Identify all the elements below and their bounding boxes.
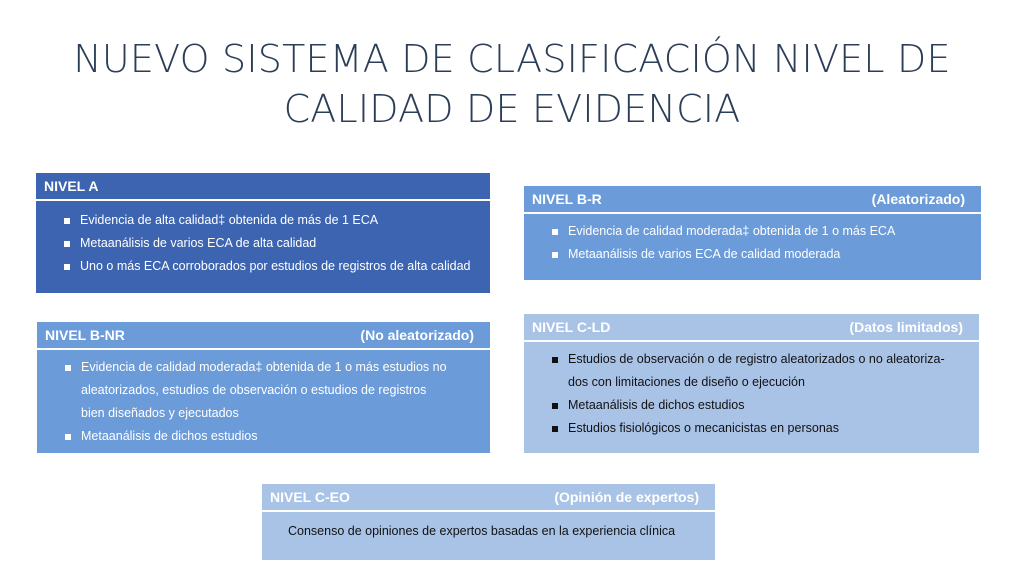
- list-item: Evidencia de calidad moderada‡ obtenida de 1 o más estudios no aleatorizados, estudios de observación o estudios de registros bien diseñados y ejecutados: [37, 356, 490, 425]
- slide-title-line-1: NUEVO SISTEMA DE CLASIFICACIÓN NIVEL DE: [73, 37, 951, 81]
- nivel-a-box: [36, 173, 490, 293]
- nivel-a-list: [36, 201, 490, 278]
- nivel-cld-list: [524, 342, 979, 440]
- nivel-bnr-header: [37, 322, 490, 350]
- nivel-bnr-qualifier: (No aleatorizado): [360, 327, 474, 343]
- nivel-cld-header: [524, 314, 979, 342]
- list-item: Estudios fisiológicos o mecanicistas en personas: [524, 417, 979, 440]
- nivel-ceo-label: NIVEL C-EO: [270, 489, 350, 505]
- list-item: Metaanálisis de dichos estudios: [524, 394, 979, 417]
- nivel-ceo-box: [262, 484, 715, 560]
- nivel-a-label: NIVEL A: [44, 178, 99, 194]
- list-item: Estudios de observación o de registro aleatorizados o no aleatoriza-dos con limitaciones de diseño o ejecución: [524, 348, 979, 394]
- nivel-br-label: NIVEL B-R: [532, 191, 602, 207]
- list-item: Metaanálisis de varios ECA de alta calidad: [36, 232, 490, 255]
- nivel-cld-label: NIVEL C-LD: [532, 319, 611, 335]
- nivel-ceo-header: [262, 484, 715, 512]
- nivel-a-header: [36, 173, 490, 201]
- nivel-bnr-label: NIVEL B-NR: [45, 327, 125, 343]
- list-item: Metaanálisis de varios ECA de calidad moderada: [524, 243, 981, 266]
- nivel-br-header: [524, 186, 981, 214]
- nivel-ceo-text: Consenso de opiniones de expertos basadas en la experiencia clínica: [288, 524, 676, 538]
- nivel-ceo-qualifier: (Opinión de expertos): [554, 489, 699, 505]
- nivel-br-list: [524, 214, 981, 266]
- nivel-br-box: [524, 186, 981, 280]
- list-item: Evidencia de calidad moderada‡ obtenida de 1 o más ECA: [524, 220, 981, 243]
- nivel-bnr-list: [37, 350, 490, 448]
- list-item: Uno o más ECA corroborados por estudios de registros de alta calidad: [36, 255, 490, 278]
- slide-title-line-2: CALIDAD DE EVIDENCIA: [283, 87, 741, 131]
- nivel-cld-box: [524, 314, 979, 453]
- nivel-cld-qualifier: (Datos limitados): [849, 319, 963, 335]
- nivel-br-qualifier: (Aleatorizado): [871, 191, 965, 207]
- nivel-bnr-box: [37, 322, 490, 453]
- slide-title: [0, 34, 1024, 134]
- list-item: Evidencia de alta calidad‡ obtenida de más de 1 ECA: [36, 209, 490, 232]
- list-item: Metaanálisis de dichos estudios: [37, 425, 490, 448]
